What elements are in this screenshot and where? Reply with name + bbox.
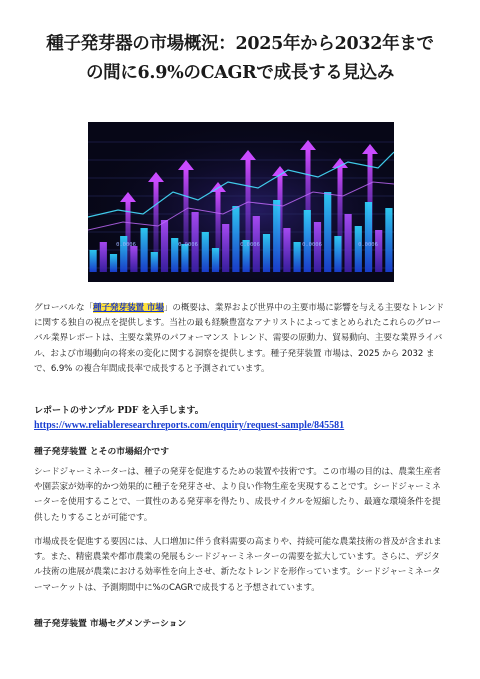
section-paragraph-1: シードジャーミネーターは、種子の発芽を促進するための装置や技術です。この市場の目的は、農業生産者や園芸家が効率的かつ効果的に種子を発芽させ、より良い作物生産を実現することです。シードジャーミネーターを使用することで、一貫性のある発芽率を得たり、成長サイクルを短縮したり、最適な環境条件を提供したりすることが可能です。 [34, 467, 441, 523]
hero-bar [110, 254, 117, 272]
hero-chart-graphic [88, 122, 394, 282]
hero-value-label: 0.0006 [178, 242, 198, 248]
intro-body: 」の概要は、業界および世界中の主要市場に影響を与える主要なトレンドに関する独自の視点を提供します。当社の最も経験豊富なアナリストによってまとめられたこれらのグローバル業界レポートは、主要な業界のパフォーマンス トレンド、需要の原動力、貿易動向、主要な業界ライバル、および市場動向の将来の変化に関する洞察を提供します。種子発芽装置 市場は、2025 から 2032 まで、6.9% の複合年間成長率で成長すると予測されています。 [34, 303, 444, 374]
intro-prefix: グローバルな「 [34, 303, 94, 313]
hero-value-label: 0.0006 [358, 242, 378, 248]
hero-bar [375, 230, 382, 272]
hero-bar [273, 200, 280, 272]
hero-bar [232, 206, 239, 272]
hero-bar [181, 244, 188, 272]
hero-value-label: 0.0006 [302, 242, 322, 248]
hero-bar [385, 208, 392, 272]
hero-bar [294, 242, 301, 272]
document-title [20, 30, 460, 88]
section-paragraph-2: 市場成長を促進する要因には、人口増加に伴う食料需要の高まりや、持続可能な農業技術の普及が含まれます。また、精密農業や都市農業の発展もシードジャーミネーターの需要を拡大しています。さらに、デジタル技術の進展が農業における効率性を向上させ、新たなトレンドを形作っています。シードジャーミネーターマーケットは、予測期間中に%のCAGRで成長すると予想されています。 [34, 537, 442, 593]
intro-paragraph [34, 301, 448, 377]
section-heading-introduction: 種子発芽装置 とその市場紹介です [34, 447, 170, 457]
hero-bar [324, 192, 331, 272]
hero-bar [263, 234, 270, 272]
hero-bar [212, 248, 219, 272]
hero-bar [130, 246, 137, 272]
hero-bar [304, 210, 311, 272]
title-line-1: 種子発芽器の市場概況：2025年から2032年まで [46, 34, 434, 54]
hero-value-label: 0.0006 [240, 242, 260, 248]
hero-bar [334, 236, 341, 272]
hero-bar [151, 252, 158, 272]
market-keyword-link[interactable]: 種子発芽装置 市場 [93, 303, 164, 313]
sample-request-link[interactable]: https://www.reliableresearchreports.com/enquiry/request-sample/845581 [34, 420, 345, 431]
hero-bar [90, 250, 97, 272]
hero-bar [161, 220, 168, 272]
hero-bar [365, 202, 372, 272]
hero-bar [141, 228, 148, 272]
sample-pdf-heading: レポートのサンプル PDF を入手します。 [34, 406, 204, 416]
title-line-2: の間に6.9%のCAGRで成長する見込み [85, 63, 395, 83]
hero-bar [202, 232, 209, 272]
hero-image [88, 122, 394, 282]
hero-bar [355, 226, 362, 272]
hero-bar [345, 214, 352, 272]
section-heading-segmentation: 種子発芽装置 市場セグメンテーション [34, 619, 187, 629]
hero-bar [283, 228, 290, 272]
hero-bar [222, 224, 229, 272]
hero-bar [100, 242, 107, 272]
hero-value-label: 0.0006 [116, 242, 136, 248]
